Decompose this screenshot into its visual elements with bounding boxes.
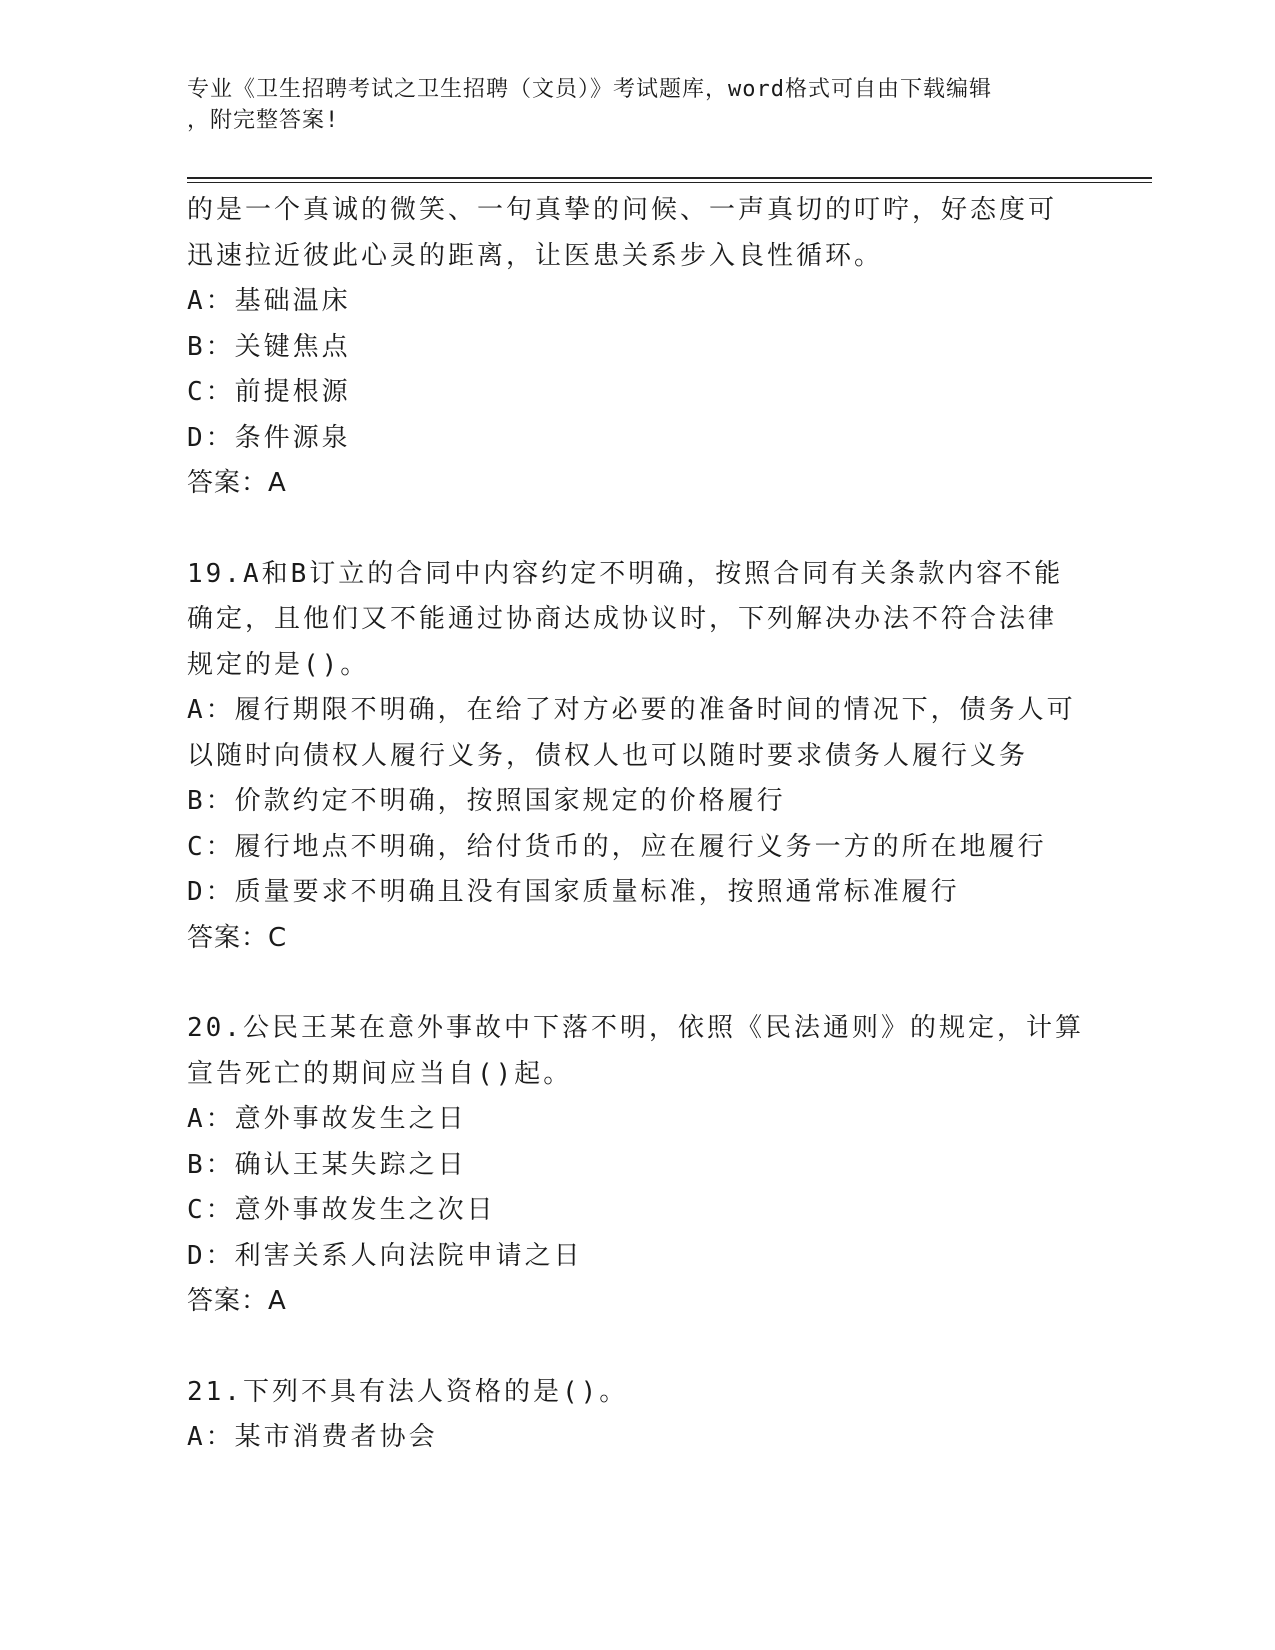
question-stem-line: 宣告死亡的期间应当自()起。 — [187, 1058, 573, 1089]
option-d: D：利害关系人向法院申请之日 — [187, 1240, 583, 1271]
header-rule-thin — [187, 182, 1152, 183]
option-b: B：确认王某失踪之日 — [187, 1149, 467, 1180]
option-d: D：质量要求不明确且没有国家质量标准，按照通常标准履行 — [187, 877, 960, 907]
option-a: A：某市消费者协会 — [187, 1422, 438, 1452]
question-stem-line: 确定，且他们又不能通过协商达成协议时，下列解决办法不符合法律 — [187, 604, 1058, 634]
question-18 — [187, 188, 1087, 507]
answer-line: 答案：C — [187, 922, 288, 953]
header-line-2: ，附完整答案! — [187, 108, 340, 133]
question-spacer — [187, 961, 1087, 1006]
question-20 — [187, 1006, 1087, 1325]
answer-line: 答案：A — [187, 468, 287, 498]
question-21 — [187, 1370, 1087, 1461]
option-c: C：意外事故发生之次日 — [187, 1195, 496, 1225]
question-stem-line: 迅速拉近彼此心灵的距离，让医患关系步入良性循环。 — [187, 240, 884, 271]
option-c: C：前提根源 — [187, 377, 351, 407]
header-rule-thick — [187, 177, 1152, 179]
option-c: C：履行地点不明确，给付货币的，应在履行义务一方的所在地履行 — [187, 831, 1047, 862]
option-a: A：履行期限不明确，在给了对方必要的准备时间的情况下，债务人可 — [187, 695, 1076, 725]
question-stem-line: 规定的是()。 — [187, 649, 370, 680]
header-line-1: 专业《卫生招聘考试之卫生招聘（文员）》考试题库，word格式可自由下载编辑 — [187, 77, 992, 102]
answer-line: 答案：A — [187, 1286, 287, 1316]
question-stem-line: 的是一个真诚的微笑、一句真挚的问候、一声真切的叮咛，好态度可 — [187, 195, 1058, 225]
option-a: A：意外事故发生之日 — [187, 1104, 467, 1134]
option-b: B：价款约定不明确，按照国家规定的价格履行 — [187, 786, 786, 816]
question-spacer — [187, 507, 1087, 552]
question-stem-line: 19.A和B订立的合同中内容约定不明确，按照合同有关条款内容不能 — [187, 558, 1064, 589]
question-list — [187, 188, 1087, 1461]
option-a-continued: 以随时向债权人履行义务，债权人也可以随时要求债务人履行义务 — [187, 740, 1029, 771]
question-spacer — [187, 1325, 1087, 1370]
option-d: D：条件源泉 — [187, 422, 351, 453]
option-b: B：关键焦点 — [187, 331, 351, 362]
document-header — [187, 74, 1087, 136]
option-a: A：基础温床 — [187, 286, 351, 316]
question-stem-line: 20.公民王某在意外事故中下落不明，依照《民法通则》的规定，计算 — [187, 1013, 1084, 1043]
question-stem-line: 21.下列不具有法人资格的是()。 — [187, 1376, 629, 1407]
question-19 — [187, 552, 1087, 962]
